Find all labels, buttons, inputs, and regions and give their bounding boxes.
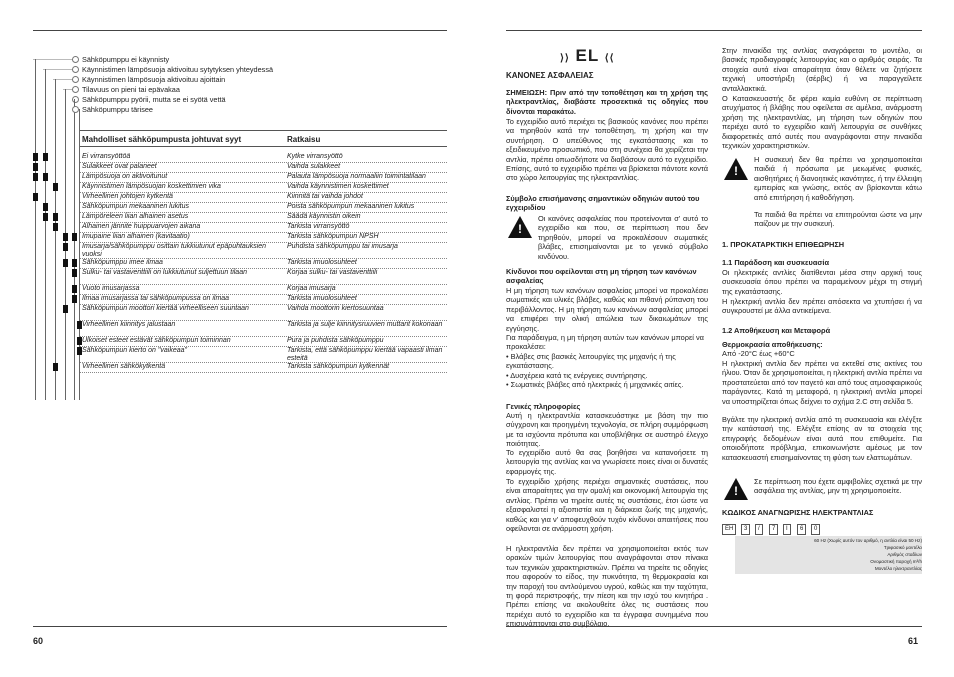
legend-column-line: [74, 99, 75, 400]
left-bottom-rule: [33, 626, 447, 627]
legend-item: Sähköpumppu pyörii, mutta se ei syötä vettä: [82, 95, 226, 104]
table-header-cause: Mahdolliset sähköpumpusta johtuvat syyt: [82, 135, 242, 144]
code-box: 3: [741, 524, 750, 535]
symptom-marker: [53, 223, 58, 231]
table-cell-remedy: Tarkista sähköpumpun NPSH: [287, 233, 379, 240]
sec12-text-2: Βγάλτε την ηλεκτρική αντλία από τη συσκευασία και ελέγξτε την κατάστασή της. Ελέγξτε επίσης αν τα στοιχεία της επιγραφής δεδομένων είναι αυτά που επιθυμείτε. Για οποιοδήποτε πρόβλημα, επικοινωνήστε αμέσως με τον κατασκευαστή επισημαίνοντας τη φύση των ελαττωμάτων.: [722, 415, 922, 462]
table-cell-remedy: Tarkista ja sulje kiinnitysruuvien muttarit kokonaan: [287, 321, 443, 328]
general-heading: Γενικές πληροφορίες: [506, 402, 581, 411]
sec11-text-1: Οι ηλεκτρικές αντλίες διατίθενται μέσα στην αρχική τους συσκευασία όπου πρέπει να παραμείνουν μέχρι τη στιγμή της εγκατάστασης.: [722, 268, 922, 296]
table-cell-cause: Ulkoiset esteet estävät sähköpumpun toiminnan: [82, 337, 231, 344]
table-cell-cause: Imupaine liian alhainen (kavitaatio): [82, 233, 190, 240]
right-top-rule: [506, 30, 922, 31]
symptom-marker: [33, 193, 38, 201]
general-text-1: Αυτή η ηλεκτραντλία κατασκευάστηκε με βάση την πιο σύγχρονη και προηγμένη τεχνολογία, σε πλήρη συμμόρφωση με τα ισχύοντα πρότυπα και υποβλήθηκε σε αυστηρό έλεγχο ποιότητας.: [506, 411, 708, 449]
code-box: EH: [722, 524, 736, 535]
table-cell-remedy: Korjaa imusarja: [287, 285, 336, 292]
sec12-heading: 1.2 Αποθήκευση και Μεταφορά: [722, 326, 831, 335]
table-cell-cause: Lämpöreleen liian alhainen asetus: [82, 213, 189, 220]
children-text: Τα παιδιά θα πρέπει να επιτηρούνται ώστε να μην παίζουν με την συσκευή.: [754, 210, 922, 229]
symptom-marker: [43, 213, 48, 221]
symptom-marker: [33, 153, 38, 161]
code-box: I: [783, 524, 791, 535]
section-title: ΚΑΝΟΝΕΣ ΑΣΦΑΛΕΙΑΣ: [506, 71, 594, 80]
table-cell-cause: Ilmaa imusarjassa tai sähköpumpussa on ilmaa: [82, 295, 230, 302]
table-cell-cause: Virheellinen sähkökytkentä: [82, 363, 166, 370]
temp-label: Θερμοκρασία αποθήκευσης:: [722, 340, 823, 349]
table-cell-remedy: Poista sähköpumpun mekaaninen lukitus: [287, 203, 415, 210]
lang-deco-left-icon: ⟩⟩: [560, 53, 570, 64]
legend-item: Sähköpumppu ei käynnisty: [82, 55, 170, 64]
table-cell-cause: Vuoto imusarjassa: [82, 285, 140, 292]
sec1-heading: 1. ΠΡΟΚΑΤΑΡΚΤΙΚΗ ΕΠΙΘΕΩΡΗΣΗ: [722, 240, 845, 249]
legend-column-line: [35, 59, 36, 400]
table-cell-cause: Sähköpumppu imee ilmaa: [82, 259, 163, 266]
symptom-marker: [72, 233, 77, 241]
left-page-number: 60: [33, 636, 44, 646]
col2-text-1: Στην πινακίδα της αντλίας αναγράφεται το μοντέλο, οι βασικές προδιαγραφές λειτουργίας και ο αριθμός σειράς. Τα στοιχεία αυτά είναι απαραίτητα όταν θέλετε να ζητήσετε τεχνική υποστήριξη (σέρβις) ή να παραγγείλετε ανταλλακτικά.: [722, 46, 922, 93]
table-header-underline: [80, 146, 447, 147]
table-cell-cause: Virheellinen kiinnitys jalustaan: [82, 321, 176, 328]
example-text: Για παράδειγμα, η μη τήρηση αυτών των κανόνων μπορεί να προκαλέσει:: [506, 333, 704, 352]
symptom-marker: [63, 305, 68, 313]
symptom-marker: [77, 347, 82, 355]
code-label: Τριφασικό μοντέλο: [883, 545, 922, 550]
table-cell-remedy: Pura ja puhdista sähköpumppu: [287, 337, 384, 344]
symptom-marker: [72, 295, 77, 303]
code-box: 0: [811, 524, 820, 535]
sec11-text-2: Η ηλεκτρική αντλία δεν πρέπει απόσεκτα να χτυπήσει ή να συγκρουστεί με άλλα αντικείμενα.: [722, 297, 922, 316]
legend-dot-icon: [72, 66, 79, 73]
table-cell-cause: Sähköpumpun kierto on "vaikeaa": [82, 347, 187, 354]
symptom-marker: [77, 321, 82, 329]
general-text-4: Η ηλεκτραντλία δεν πρέπει να χρησιμοποιείται εκτός των ορακών τιμών λειτουργίας που αναγράφονται στον πίνακα των τεχνικών χαρακτηριστικών. Πρέπει να τηρείτε τις οδηγίες που αφορούν το είδος, την πυκνότητα, τη θερμοκρασία και την παροχή του αντλούμενου υγρού, καθώς και την ταχύτητα, τη φορά περιστροφής, την πίεση και την ισχύ του κινητήρα . Πρέπει επίσης να ακολουθείτε όλες τις συστάσεις που περιέχει αυτό το εγχειρίδιο και τα έγγραφα συνημμένα που επισυνάπτονται στο συμβόλαιο.: [506, 544, 708, 629]
symptom-marker: [43, 173, 48, 181]
symptom-marker: [33, 173, 38, 181]
left-top-rule: [33, 30, 447, 31]
symptom-marker: [43, 203, 48, 211]
code-box: 6: [797, 524, 806, 535]
bullet-1: • Βλάβες στις βασικές λειτουργίες της μηχανής ή της εγκατάστασης.: [506, 352, 676, 371]
right-page-number: 61: [908, 636, 919, 646]
symptom-marker: [72, 285, 77, 293]
legend-connector: [33, 59, 75, 60]
code-heading: ΚΩΔΙΚΟΣ ΑΝΑΓΝΩΡΙΣΗΣ ΗΛΕΚΤΡΑΝΤΛΙΑΣ: [722, 508, 874, 517]
bullet-2: • Δυσχέρεια κατά τις ενέργειες συντήρησης.: [506, 371, 648, 380]
table-cell-cause: Ei virransyöttöä: [82, 153, 131, 160]
table-cell-remedy: Vaihda moottorin kiertosuuntaa: [287, 305, 384, 312]
table-cell-cause: Lämpösuoja on aktivoitunut: [82, 173, 168, 180]
table-cell-remedy: Puhdista sähköpumppu tai imusarja: [287, 243, 398, 250]
symptom-marker: [53, 213, 58, 221]
legend-item: Sähköpumppu tärisee: [82, 105, 153, 114]
sec11-heading: 1.1 Παράδοση και συσκευασία: [722, 258, 830, 267]
table-cell-remedy: Korjaa sulku- tai vastaventtiili: [287, 269, 378, 276]
code-label: Αριθμός σταδίων: [887, 552, 922, 557]
legend-column-line: [79, 109, 80, 400]
table-cell-cause: Sulku- tai vastaventtiili on lukkiutunut suljettuun tilaan: [82, 269, 247, 276]
warn2-text: Η συσκευή δεν θα πρέπει να χρησιμοποιείται παιδιά ή πρόσωπα με μειωμένες φυσικές, αισθητήριες ή διανοητικές ικανότητες, ή την έλλειψη εμπειρίας και γνώσης, εκτός αν βρίσκονται κάτω από επιτήρηση ή καθοδήγηση.: [754, 155, 922, 202]
symptom-marker: [72, 269, 77, 277]
legend-item: Käynnistimen lämpösuoja aktivoituu ajoittain: [82, 75, 226, 84]
lang-deco-right-icon: ⟨⟨: [604, 53, 615, 64]
symptom-marker: [43, 153, 48, 161]
table-cell-remedy: Kytke virransyöttö: [287, 153, 343, 160]
symbol-text: Οι κανόνες ασφαλείας που προτείνονται σ' αυτό το εγχειρίδιο και που, σε περίπτωση που δεν τηρηθούν, μπορεί να προκαλέσουν σωματικές βλάβες, επισημαίνονται με το γενικό σύμβολο κινδύνου.: [538, 214, 708, 261]
symptom-marker: [53, 363, 58, 371]
sec12-text: Η ηλεκτρική αντλία δεν πρέπει να εκτεθεί στις ακτίνες του ήλιου. Όταν δε χρησιμοποιείται, η ηλεκτρική αντλία πρέπει να προστατεύεται από τον παγετό και από τους ατμοσφαιρικούς παράγοντες. Κατά τη μεταφορά, η ηλεκτρική αντλία μπορεί να υποστηρίζεται όπως δείχνει το σχήμα 2.C στη σελίδα 5.: [722, 359, 922, 406]
code-label: Ονομαστική παροχή m³/h: [870, 559, 922, 564]
code-label: 60 Hz (Χωρίς αυτόν τον αριθμό, η αντλία είναι 50 Hz): [814, 538, 922, 543]
danger-text: Η μη τήρηση των κανόνων ασφαλείας μπορεί να προκαλέσει σωματικές και υλικές βλάβες, καθώς και πιθανή ρύπανση του περιβάλλοντος. Η μη τήρηση των κανόνων ασφαλείας μπορεί να επιφέρει την ολική απώλεια των δικαιωμάτων της εγγύησης.: [506, 286, 708, 333]
table-cell-cause: Alhainen jännite huippuarvojen aikana: [82, 223, 201, 230]
table-cell-cause: Sähköpumpun moottori kiertää virheelliseen suuntaan: [82, 305, 249, 312]
legend-dot-icon: [72, 76, 79, 83]
symptom-marker: [77, 337, 82, 345]
table-cell-cause: Imusarja/sähköpumppu osittain tukkiutunut epäpuhtauksien vuoksi: [82, 243, 267, 258]
lang-code: EL: [575, 46, 599, 65]
table-cell-cause: Sulakkeet ovat palaneet: [82, 163, 157, 170]
table-header-remedy: Ratkaisu: [287, 135, 321, 144]
symptom-marker: [63, 259, 68, 267]
table-cell-remedy: Tarkista imuolosuhteet: [287, 259, 357, 266]
legend-column-line: [45, 69, 46, 400]
general-text-2: Το εγχειρίδιο αυτό θα σας βοηθήσει να κατανοήσετε τη λειτουργία της αντλίας και να γνωρίσετε ποιες είναι οι δυνατές εφαρμογές της.: [506, 448, 708, 476]
table-cell-cause: Virheellinen johtojen kytkentä: [82, 193, 173, 200]
table-header-line: [80, 130, 447, 131]
table-cell-remedy: Tarkista, että sähköpumppu kiertää vapaasti ilman esteitä: [287, 347, 443, 362]
table-cell-remedy: Palauta lämpösuoja normaaliin toimintatilaan: [287, 173, 426, 180]
warn3-text: Σε περίπτωση που έχετε αμφιβολίες σχετικά με την ασφάλεια της αντλίας, μην τη χρησιμοποιείτε.: [754, 477, 922, 496]
code-box: /: [755, 524, 763, 535]
table-cell-remedy: Tarkista virransyöttö: [287, 223, 350, 230]
general-text-3: Το εγχειρίδιο χρήσης περιέχει σημαντικές συστάσεις, που είναι απαραίτητες για την ομαλή και οικονομική λειτουργία της αντλίας. Πρέπει να τηρείτε αυτές τις συστάσεις, έτσι ώστε να εξασφαλιστεί η αξιοπιστία και η διάρκεια ζωής της μηχανής, καθώς και για ν' αποφευχθούν τυχόν κίνδυνοι απαιτήσεις που οφείλονται σε ανάρμοστη χρήση.: [506, 477, 708, 534]
intro-text: Το εγχειρίδιο αυτό περιέχει τις βασικούς κανόνες που πρέπει να τηρηθούν κατά την τοποθέτηση, τη χρήση και την συντήρηση. Ο υπεύθυνος της εγκατάστασης και το εξειδικευμένο προσωπικό, που στη συνέχεια θα χειρίζεται την αντλία, πρέπει οπωσδήποτε να διαβάσουν αυτό το εγχειρίδιο. Επίσης, αυτό το εγχειρίδιο πρέπει να βρίσκεται πάντοτε κοντά στο χώρο λειτουργίας της ηλεκτραντλίας.: [506, 117, 708, 183]
warning-icon-3: !: [724, 478, 748, 500]
symptom-marker: [63, 233, 68, 241]
lang-label: [560, 46, 615, 66]
note-bold: ΣΗΜΕΙΩΣΗ: Πριν από την τοποθέτηση και τη χρήση της ηλεκτραντλίας, διαβάστε προσεκτικά τις οδηγίες που δίνονται παρακάτω.: [506, 88, 708, 116]
table-row-divider: [80, 372, 447, 373]
warning-icon: !: [508, 216, 532, 238]
legend-item: Tilavuus on pieni tai epävakaa: [82, 85, 180, 94]
legend-item: Käynnistimen lämpösuoja aktivoituu sytytyksen yhteydessä: [82, 65, 274, 74]
table-cell-cause: Sähköpumpun mekaaninen lukitus: [82, 203, 190, 210]
table-cell-remedy: Vaihda käynnistimen koskettimet: [287, 183, 389, 190]
symptom-marker: [53, 183, 58, 191]
code-label: Μοντέλο ηλεκτραντλίας: [874, 566, 922, 571]
table-cell-remedy: Kiinnitä tai vaihda johdot: [287, 193, 363, 200]
table-cell-cause: Käynnistimen lämpösuojan koskettimien vika: [82, 183, 221, 190]
code-box: 7: [769, 524, 778, 535]
symptom-marker: [72, 259, 77, 267]
legend-dot-icon: [72, 106, 79, 113]
table-cell-remedy: Säädä käynnistin oikein: [287, 213, 361, 220]
symbol-heading: Σύμβολο επισήμανσης σημαντικών οδηγιών αυτού του εγχειριδίου: [506, 194, 700, 213]
bullet-3: • Σωματικές βλάβες από ηλεκτρικές ή μηχανικές αιτίες.: [506, 380, 684, 389]
col2-text-2: Ο Κατασκευαστής δε φέρει καμία ευθύνη σε περίπτωση ατυχήματος ή βλάβης που οφείλεται σε αμέλεια, ανάρμοστη χρήση της ηλεκτραντλίας, μη τήρηση των οδηγιών που περιέχει αυτό το εγχειρίδιο και/ή λειτουργία σε συνθήκες διαφορετικές από αυτές που αναγράφονται στην πινακίδα τεχνικών χαρακτηριστικών.: [722, 94, 922, 151]
legend-connector: [43, 69, 75, 70]
legend-dot-icon: [72, 56, 79, 63]
symptom-marker: [33, 163, 38, 171]
table-cell-remedy: Tarkista sähköpumpun kytkennät: [287, 363, 390, 370]
table-cell-remedy: Vaihda sulakkeet: [287, 163, 341, 170]
symptom-marker: [63, 243, 68, 251]
danger-heading: Κίνδυνοι που οφείλονται στη μη τήρηση των κανόνων ασφαλείας: [506, 267, 697, 286]
table-cell-remedy: Tarkista imuolosuhteet: [287, 295, 357, 302]
legend-column-line: [55, 79, 56, 400]
legend-dot-icon: [72, 86, 79, 93]
temp-value: Από -20°C έως +60°C: [722, 349, 795, 358]
warning-icon-2: !: [724, 158, 748, 180]
